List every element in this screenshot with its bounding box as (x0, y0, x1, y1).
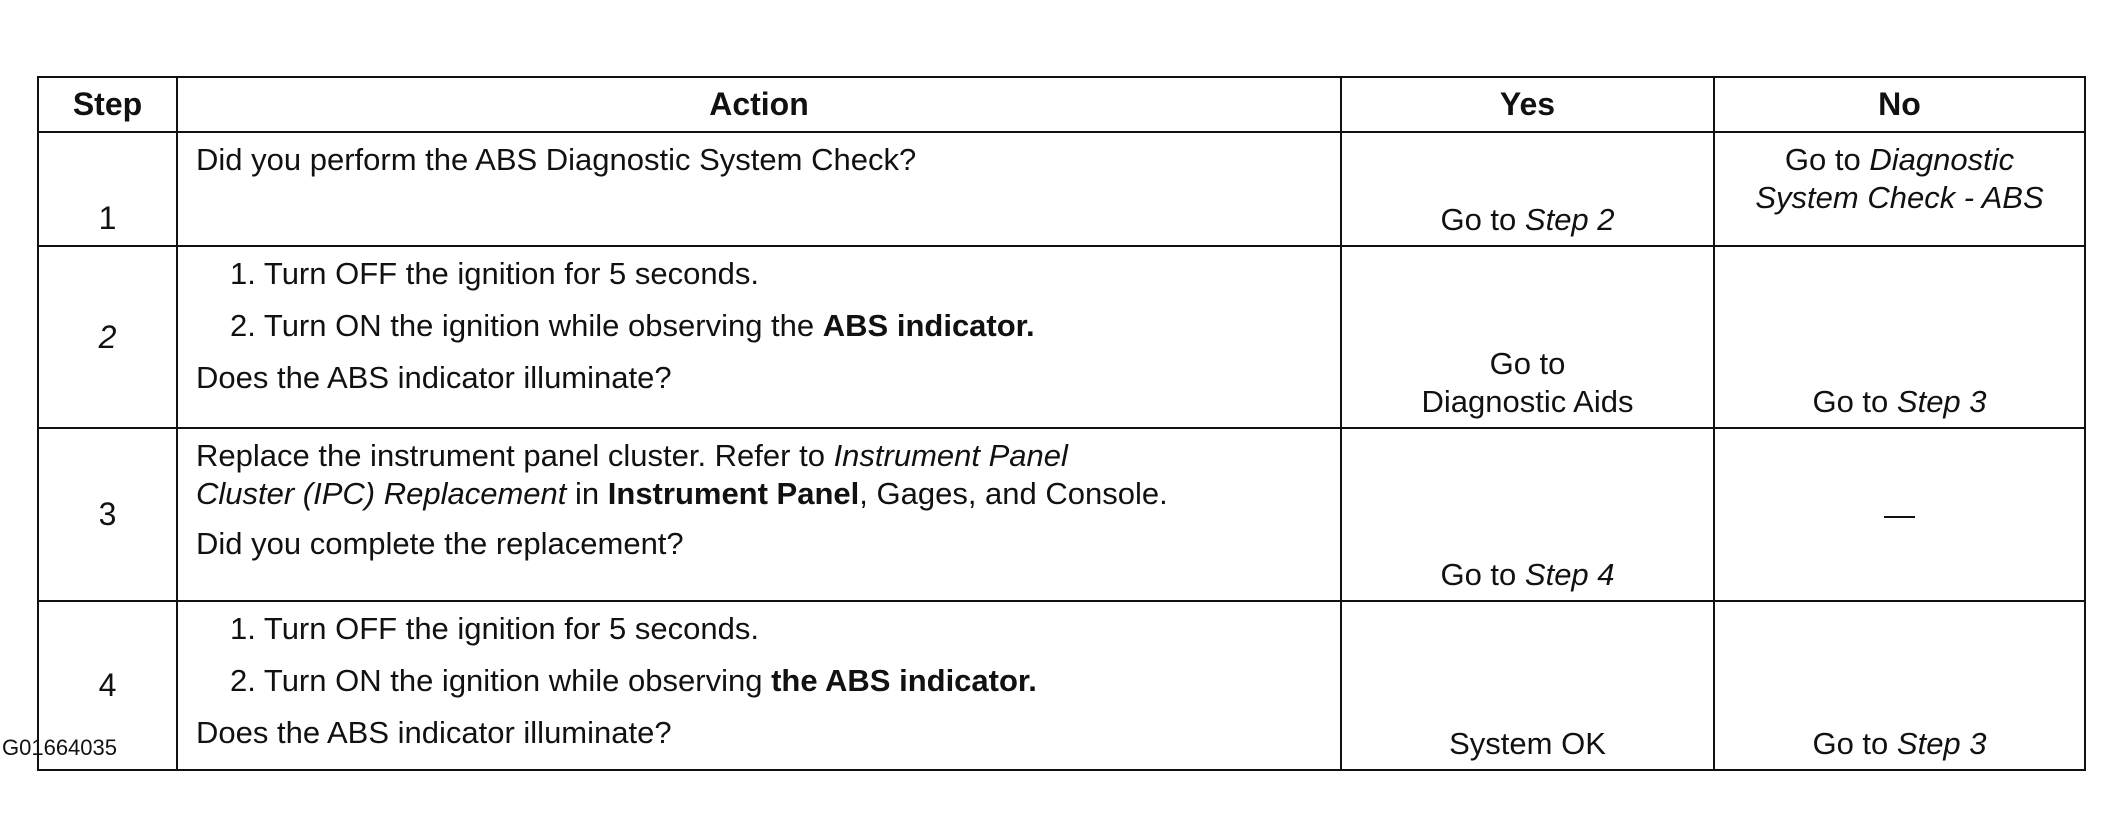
yes-line1: Go to (1489, 346, 1566, 381)
sub-step-1: 1. Turn OFF the ignition for 5 seconds. (230, 256, 759, 291)
action-text (196, 437, 1322, 475)
action-cell (177, 428, 1341, 601)
header-step: Step (38, 77, 177, 132)
yes-cell (1341, 601, 1714, 770)
action-ref-line2: Cluster (IPC) Replacement (196, 476, 567, 511)
action-ref-line1: Instrument Panel (833, 438, 1068, 473)
action-prefix: Replace the instrument panel cluster. Refer to (196, 438, 834, 473)
table-row (38, 246, 2085, 428)
no-step-ref: Step 3 (1896, 384, 1987, 419)
yes-cell (1341, 132, 1714, 246)
action-text-line2 (196, 475, 1322, 513)
yes-cell (1341, 246, 1714, 428)
no-dash: — (1884, 496, 1915, 532)
no-step-ref: Step 3 (1896, 726, 1987, 761)
sub-step-1: 1. Turn OFF the ignition for 5 seconds. (230, 611, 759, 646)
yes-cell (1341, 428, 1714, 601)
table-row (38, 601, 2085, 770)
sub-step-2-text: 2. Turn ON the ignition while observing (230, 663, 772, 698)
header-yes: Yes (1341, 77, 1714, 132)
no-ref-line2: System Check - ABS (1755, 180, 2044, 215)
step-number: 4 (38, 601, 177, 770)
no-prefix: Go to (1784, 142, 1870, 177)
action-text: Did you perform the ABS Diagnostic System Check? (196, 142, 917, 177)
header-no: No (1714, 77, 2085, 132)
action-suffix: , Gages, and Console. (859, 476, 1168, 511)
action-bold: Instrument Panel (607, 476, 860, 511)
yes-step-ref: Step 2 (1524, 202, 1615, 237)
no-cell (1714, 601, 2085, 770)
yes-step-ref: Step 4 (1524, 557, 1615, 592)
no-ref-line1: Diagnostic (1869, 142, 2015, 177)
yes-text: System OK (1449, 726, 1606, 761)
header-action: Action (177, 77, 1341, 132)
no-cell (1714, 246, 2085, 428)
action-cell (177, 132, 1341, 246)
no-cell (1714, 132, 2085, 246)
table-row (38, 132, 2085, 246)
sub-step-2-bold: ABS indicator. (822, 308, 1035, 343)
step-number: 1 (38, 132, 177, 246)
action-in: in (566, 476, 608, 511)
sub-step-2 (196, 307, 1322, 345)
sub-step-2-text: 2. Turn ON the ignition while observing the (230, 308, 823, 343)
action-cell (177, 601, 1341, 770)
no-prefix: Go to (1812, 384, 1897, 419)
sub-step-2 (196, 662, 1322, 700)
step-number: 3 (38, 428, 177, 601)
figure-id: G01664035 (2, 735, 117, 760)
header-row (38, 77, 2085, 132)
diagnostic-table (37, 76, 2086, 771)
step-number: 2 (38, 246, 177, 428)
no-prefix: Go to (1812, 726, 1897, 761)
yes-prefix: Go to (1440, 202, 1525, 237)
question-text: Does the ABS indicator illuminate? (196, 715, 672, 750)
question-text: Does the ABS indicator illuminate? (196, 360, 672, 395)
sub-step-2-bold: the ABS indicator. (771, 663, 1037, 698)
question-text: Did you complete the replacement? (196, 526, 684, 561)
yes-line2: Diagnostic Aids (1421, 384, 1634, 419)
action-cell (177, 246, 1341, 428)
no-cell (1714, 428, 2085, 601)
table-row (38, 428, 2085, 601)
yes-prefix: Go to (1440, 557, 1525, 592)
